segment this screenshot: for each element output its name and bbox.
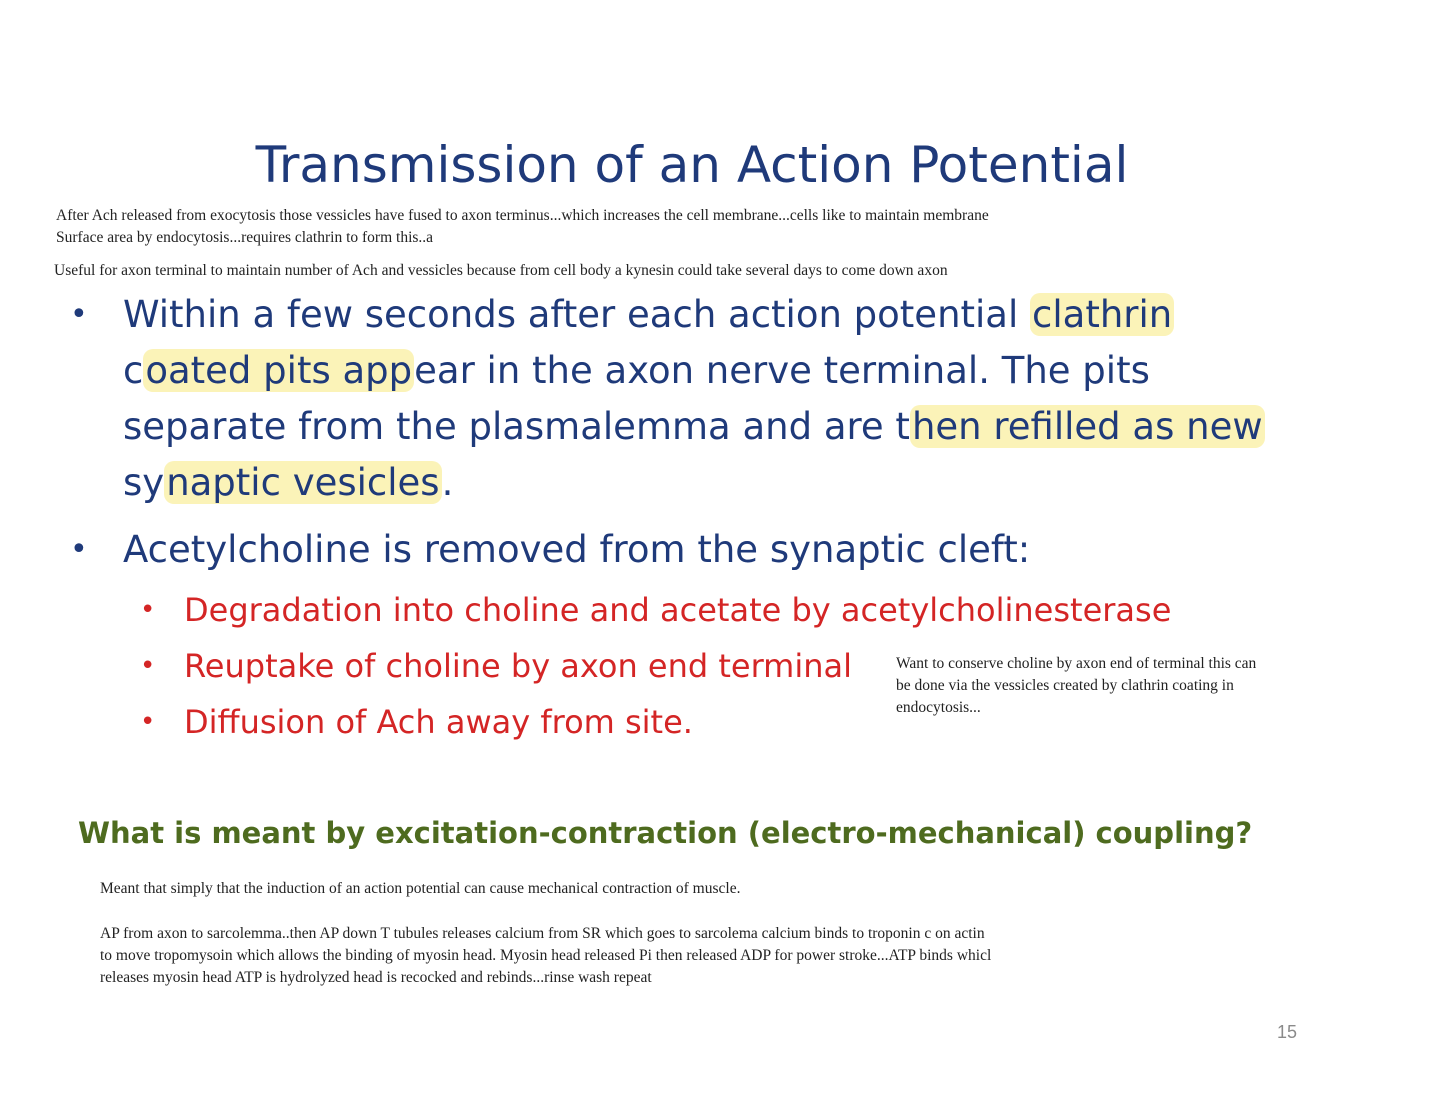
- note-line: releases myosin head ATP is hydrolyzed head is recocked and rebinds...rinse wash repeat: [100, 969, 652, 986]
- bullet-dot-icon: •: [70, 532, 88, 567]
- text-run: separate from the plasmalemma and are t: [123, 405, 910, 448]
- note-line: Want to conserve choline by axon end of terminal this can: [896, 655, 1257, 672]
- bullet-dot-icon: •: [140, 707, 156, 737]
- bullet-text: [123, 287, 1265, 511]
- bullet-dot-icon: •: [140, 651, 156, 681]
- side-note-choline: [896, 653, 1366, 719]
- note-line: AP from axon to sarcolemma..then AP down T tubules releases calcium from SR which goes to sarcolema calcium binds to troponin c on actin: [100, 925, 985, 942]
- bullet-clathrin-pits: [70, 287, 1400, 511]
- bullet-dot-icon: •: [70, 297, 88, 332]
- sub-bullet-text: Degradation into choline and acetate by acetylcholinesterase: [184, 591, 1172, 629]
- bullet-dot-icon: •: [140, 595, 156, 625]
- note-line: to move tropomysoin which allows the binding of myosin head. Myosin head released Pi then released ADP for power stroke...ATP binds whicl: [100, 947, 992, 964]
- highlighted-text: oated pits app: [145, 349, 413, 392]
- question-note-mechanism: [100, 923, 991, 989]
- highlighted-text: hen refilled as new: [911, 405, 1263, 448]
- bullet-acetylcholine-removal: [70, 522, 1400, 578]
- text-run: .: [441, 461, 454, 504]
- bullet-line: [123, 399, 1265, 455]
- page-number: 15: [1277, 1022, 1298, 1042]
- text-run: c: [123, 349, 144, 392]
- note-line: endocytosis...: [896, 699, 981, 716]
- handwritten-note-top: [56, 205, 989, 249]
- highlighted-text: naptic vesicles: [166, 461, 440, 504]
- note-line: Surface area by endocytosis...requires clathrin to form this..a: [56, 229, 434, 246]
- slide-title: Transmission of an Action Potential: [255, 136, 1129, 194]
- text-run: sy: [123, 461, 165, 504]
- note-line: After Ach released from exocytosis those vessicles have fused to axon terminus...which increases the cell membrane...cells like to maintain membrane: [56, 207, 989, 224]
- bullet-line: [123, 287, 1265, 343]
- text-run: Within a few seconds after each action potential: [123, 293, 1031, 336]
- sub-bullet-text: Reuptake of choline by axon end terminal: [184, 647, 853, 685]
- bullet-text: Acetylcholine is removed from the synaptic cleft:: [123, 528, 1031, 571]
- note-line: Meant that simply that the induction of an action potential can cause mechanical contraction of muscle.: [100, 880, 741, 897]
- question-note-meaning: [100, 878, 740, 900]
- question-heading: What is meant by excitation-contraction (electro-mechanical) coupling?: [78, 816, 1253, 850]
- bullet-line: [123, 455, 1265, 511]
- text-run: ear in the axon nerve terminal. The pits: [414, 349, 1150, 392]
- handwritten-note-useful: [54, 260, 948, 282]
- bullet-line: [123, 343, 1265, 399]
- note-line: be done via the vessicles created by clathrin coating in: [896, 677, 1234, 694]
- note-line: Useful for axon terminal to maintain number of Ach and vessicles because from cell body a kynesin could take several days to come down axon: [54, 262, 948, 279]
- highlighted-text: clathrin: [1032, 293, 1173, 336]
- sub-bullet-text: Diffusion of Ach away from site.: [184, 703, 693, 741]
